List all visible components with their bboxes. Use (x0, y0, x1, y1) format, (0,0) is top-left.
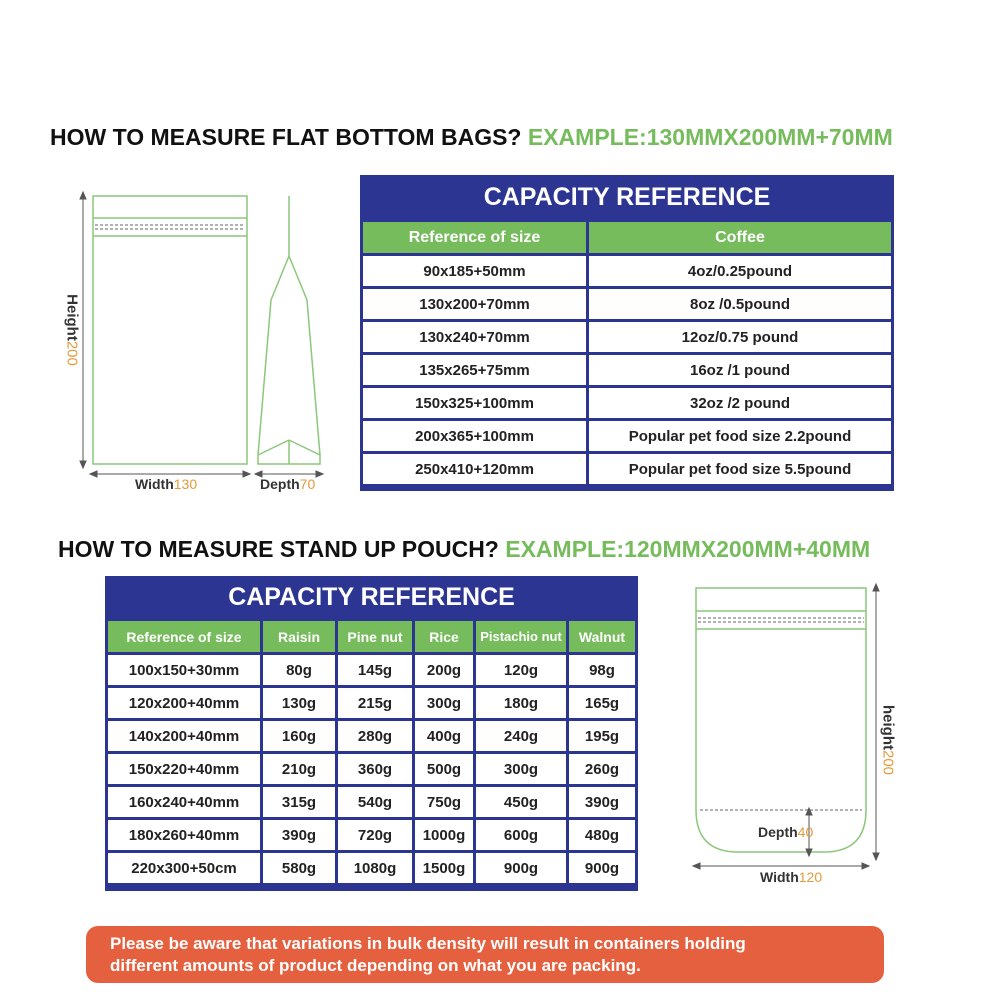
table-row (363, 322, 891, 352)
table-cell: 8oz /0.5pound (589, 289, 891, 319)
stand-up-width-label: Width120 (760, 869, 823, 885)
table-cell: 120x200+40mm (108, 688, 260, 718)
table-cell: 80g (263, 655, 335, 685)
table-cell: 315g (263, 787, 335, 817)
table-cell: 215g (338, 688, 412, 718)
table-cell: 210g (263, 754, 335, 784)
stand-up-title: HOW TO MEASURE STAND UP POUCH? (58, 536, 499, 562)
table-cell: 160x240+40mm (108, 787, 260, 817)
table-cell: 280g (338, 721, 412, 751)
stand-up-table-title: CAPACITY REFERENCE (228, 583, 515, 611)
table-row (108, 655, 635, 685)
table-cell: 150x325+100mm (363, 388, 586, 418)
table-cell: 200x365+100mm (363, 421, 586, 451)
table-cell: 1500g (415, 853, 473, 883)
table-row (108, 853, 635, 883)
table-cell: 300g (476, 754, 566, 784)
table-cell: 120g (476, 655, 566, 685)
table-cell: 600g (476, 820, 566, 850)
flat-bottom-table-title: CAPACITY REFERENCE (483, 183, 771, 211)
table-row (108, 688, 635, 718)
flat-bottom-depth-value: 70 (299, 476, 316, 492)
table-cell: 180x260+40mm (108, 820, 260, 850)
notice-line-1: Please be aware that variations in bulk density will result in containers holding (110, 934, 746, 953)
stand-up-depth-label: Depth40 (758, 824, 814, 840)
table-cell: 135x265+75mm (363, 355, 586, 385)
table-cell: 195g (569, 721, 635, 751)
table-row (363, 355, 891, 385)
table-cell: 360g (338, 754, 412, 784)
table-cell: 130g (263, 688, 335, 718)
table-cell: Popular pet food size 2.2pound (589, 421, 891, 451)
table-cell: 140x200+40mm (108, 721, 260, 751)
table-cell: 900g (569, 853, 635, 883)
table-cell: 12oz/0.75 pound (589, 322, 891, 352)
table-cell: 720g (338, 820, 412, 850)
flat-bottom-height-value: 200 (63, 340, 81, 366)
flat-bottom-title: HOW TO MEASURE FLAT BOTTOM BAGS? (50, 124, 522, 150)
flat-bottom-bag-front (93, 196, 247, 464)
table-row (108, 787, 635, 817)
table-cell: 145g (338, 655, 412, 685)
table-cell: 390g (569, 787, 635, 817)
table-header: Pine nut (338, 621, 412, 652)
table-cell: 150x220+40mm (108, 754, 260, 784)
table-cell: 220x300+50cm (108, 853, 260, 883)
table-cell: 4oz/0.25pound (589, 256, 891, 286)
flat-bottom-table-grid (360, 219, 894, 487)
table-header: Walnut (569, 621, 635, 652)
table-header: Reference of size (108, 621, 260, 652)
table-cell: 900g (476, 853, 566, 883)
table-row (363, 256, 891, 286)
table-cell: 480g (569, 820, 635, 850)
flat-bottom-dimension-lines (80, 192, 323, 477)
table-cell: 750g (415, 787, 473, 817)
stand-up-table-grid (105, 618, 638, 886)
table-cell: 1080g (338, 853, 412, 883)
table-cell: 580g (263, 853, 335, 883)
stand-up-capacity-table (105, 576, 638, 891)
flat-bottom-capacity-table (360, 175, 894, 491)
table-cell: 200g (415, 655, 473, 685)
stand-up-width-value: 120 (798, 869, 823, 885)
table-row (363, 289, 891, 319)
stand-up-height-label: height200 (879, 704, 897, 776)
table-cell: 98g (569, 655, 635, 685)
table-cell: 32oz /2 pound (589, 388, 891, 418)
table-header: Reference of size (363, 222, 586, 253)
table-header: Pistachio nut (476, 621, 566, 652)
table-header: Raisin (263, 621, 335, 652)
table-header: Coffee (589, 222, 891, 253)
table-cell: 160g (263, 721, 335, 751)
table-cell: 130x240+70mm (363, 322, 586, 352)
table-cell: 130x200+70mm (363, 289, 586, 319)
table-cell: 100x150+30mm (108, 655, 260, 685)
table-cell: 165g (569, 688, 635, 718)
table-header: Rice (415, 621, 473, 652)
stand-up-example: EXAMPLE:120MMX200MM+40MM (505, 536, 871, 562)
table-cell: 250x410+120mm (363, 454, 586, 484)
flat-bottom-bag-side (258, 196, 320, 464)
table-cell: Popular pet food size 5.5pound (589, 454, 891, 484)
flat-bottom-example: EXAMPLE:130MMX200MM+70MM (527, 124, 893, 150)
stand-up-height-value: 200 (879, 749, 897, 776)
table-row (108, 820, 635, 850)
table-row (108, 721, 635, 751)
table-cell: 500g (415, 754, 473, 784)
table-row (363, 388, 891, 418)
flat-bottom-depth-label: Depth70 (260, 476, 316, 492)
table-cell: 400g (415, 721, 473, 751)
table-cell: 240g (476, 721, 566, 751)
notice-line-2: different amounts of product depending on what you are packing. (110, 956, 641, 975)
table-cell: 16oz /1 pound (589, 355, 891, 385)
table-cell: 180g (476, 688, 566, 718)
table-row (108, 754, 635, 784)
table-cell: 90x185+50mm (363, 256, 586, 286)
table-row (363, 454, 891, 484)
table-row (363, 421, 891, 451)
stand-up-pouch-front (696, 588, 866, 852)
table-cell: 300g (415, 688, 473, 718)
table-cell: 1000g (415, 820, 473, 850)
flat-bottom-width-value: 130 (173, 476, 198, 492)
bulk-density-notice (86, 926, 884, 983)
flat-bottom-height-label: Height200 (63, 294, 81, 366)
table-cell: 450g (476, 787, 566, 817)
table-cell: 390g (263, 820, 335, 850)
stand-up-depth-value: 40 (797, 824, 814, 840)
table-cell: 260g (569, 754, 635, 784)
flat-bottom-width-label: Width130 (135, 476, 198, 492)
table-cell: 540g (338, 787, 412, 817)
